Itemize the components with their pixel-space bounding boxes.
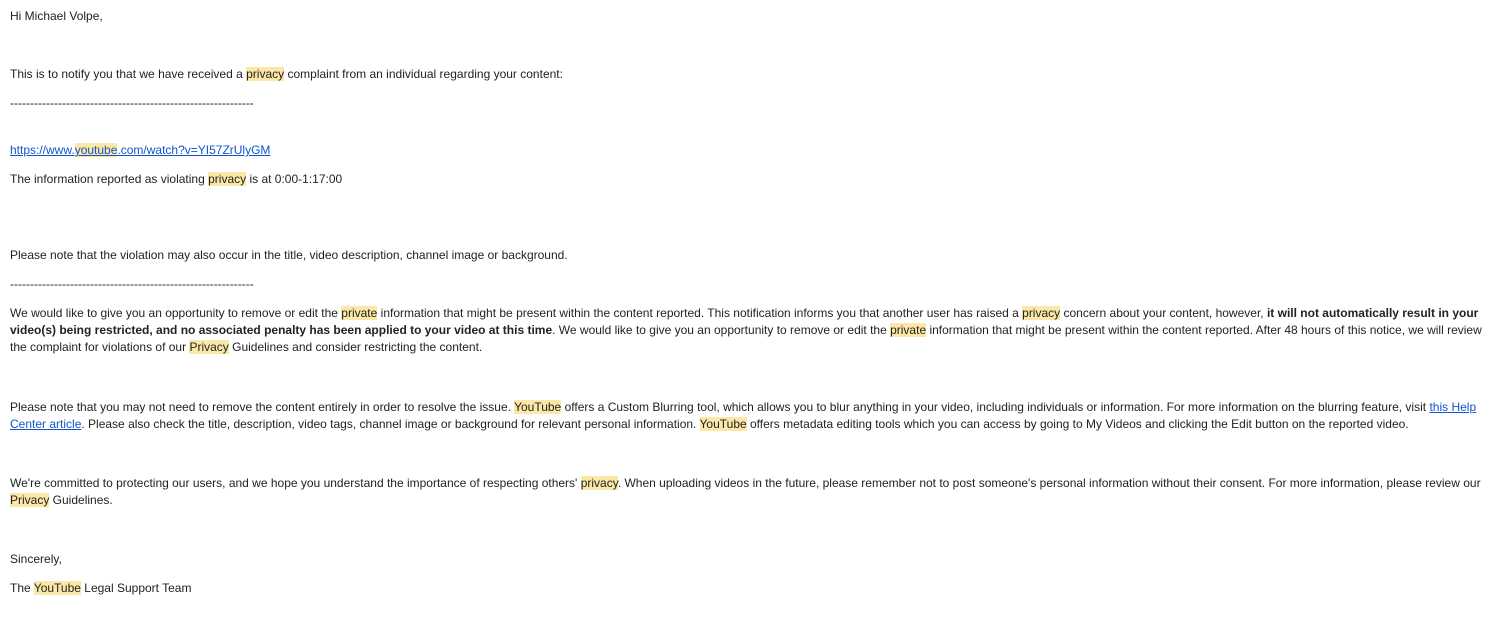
closing: Sincerely, [10,552,62,566]
search-highlight: private [341,306,378,320]
search-highlight: Privacy [10,493,50,507]
reported-time-line: The information reported as violating privacy is at 0:00-1:17:00 [10,172,343,186]
search-highlight: youtube [74,143,118,157]
divider-line: ------------------------------------------------------------- [10,277,254,291]
signature: The YouTube Legal Support Team [10,581,192,595]
search-highlight: private [890,323,927,337]
greeting: Hi Michael Volpe, [10,9,103,23]
video-link-line [10,142,1486,159]
bold-notice: it will not automatically result in your video(s) being restricted, and no associated penalty has been applied to your video at this time [10,306,1479,337]
help-center-link[interactable]: this Help Center article [10,400,1477,431]
video-link[interactable]: https://www.youtube.com/watch?v=YI57ZrUlyGM [10,143,271,157]
divider-line: ------------------------------------------------------------- [10,96,254,110]
search-highlight: YouTube [33,581,81,595]
opportunity-paragraph: We would like to give you an opportunity to remove or edit the private information that might be present within the content reported. This notification informs you that another user has raised a privacy concern about your content, however, it will not automatically result in your video(s) being restricted, and no associated penalty has been applied to your video at this time. We would like to give you an opportunity to remove or edit the private information that might be present within the content reported. After 48 hours of this notice, we will review the complaint for violations of our Privacy Guidelines and consider restricting the content. [10,306,1482,354]
commitment-paragraph: We're committed to protecting our users, and we hope you understand the importance of respecting others' privacy. When uploading videos in the future, please remember not to post someone's personal information without their consent. For more information, please review our Privacy Guidelines. [10,476,1481,507]
intro-paragraph: This is to notify you that we have received a privacy complaint from an individual regarding your content: [10,67,563,81]
search-highlight: privacy [208,172,247,186]
search-highlight: privacy [246,67,285,81]
search-highlight: privacy [1022,306,1061,320]
search-highlight: YouTube [514,400,562,414]
violation-note: Please note that the violation may also occur in the title, video description, channel image or background. [10,248,568,262]
search-highlight: privacy [580,476,618,490]
search-highlight: Privacy [189,340,229,354]
blurring-paragraph: Please note that you may not need to remove the content entirely in order to resolve the issue. YouTube offers a Custom Blurring tool, which allows you to blur anything in your video, including individuals or information. For more information on the blurring feature, visit this Help Center article. Please also check the title, description, video tags, channel image or background for relevant personal information. YouTube offers metadata editing tools which you can access by going to My Videos and clicking the Edit button on the reported video. [10,400,1477,431]
search-highlight: YouTube [699,417,747,431]
